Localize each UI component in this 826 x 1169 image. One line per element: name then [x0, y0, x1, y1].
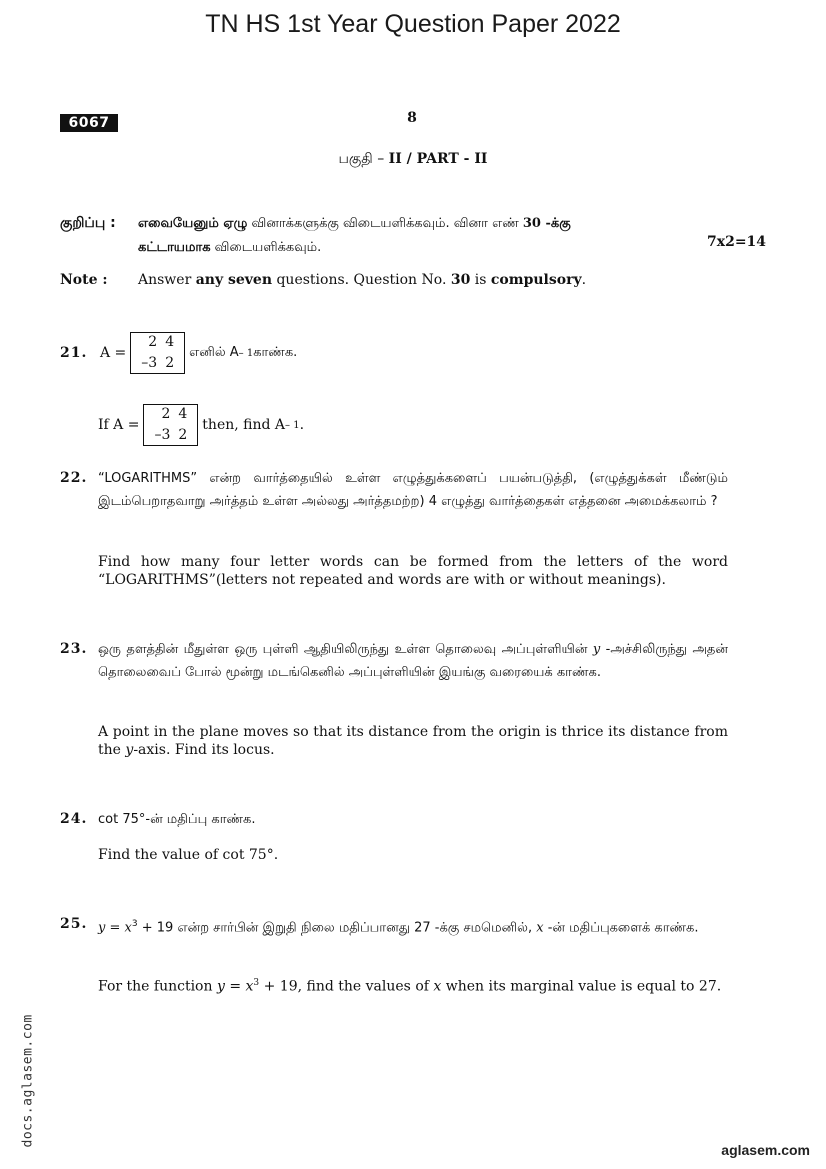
question-21-english — [98, 404, 304, 446]
note-emph-1: any seven — [195, 272, 273, 288]
watermark-right: aglasem.com — [721, 1142, 810, 1158]
question-24-tamil: cot 75°-ன் மதிப்பு காண்க. — [98, 812, 256, 827]
part-title — [0, 151, 826, 169]
question-22-tamil: “LOGARITHMS” என்ற வார்த்தையில் உள்ள எழுத்துக்களைப் பயன்படுத்தி, (எழுத்துக்கள் மீண்டும் இடம்பெறாதவாறு அர்த்தம் உள்ள அல்லது அர்த்தமற்ற) 4 எழுத்து வார்த்தைகள் எத்தனை அமைக்கலாம் ? — [98, 471, 728, 509]
note-part-1: Answer — [138, 272, 196, 288]
matrix-a-tamil — [130, 332, 185, 374]
q21-ta-inverse: – 1 — [238, 347, 254, 359]
watermark-left-text: docs.aglasem.com — [20, 1014, 36, 1148]
q25-en-exponent: 3 — [253, 978, 260, 988]
note-part-3: is — [470, 272, 491, 288]
page-banner-title: TN HS 1st Year Question Paper 2022 — [205, 10, 621, 38]
paper-code-badge: 6067 — [60, 114, 118, 132]
note-part-4: . — [581, 272, 587, 288]
note-part-2: questions. Question No. — [272, 272, 451, 288]
q25-ta-end: -ன் மதிப்புகளைக் காண்க. — [543, 920, 699, 936]
matrix-cell: –3 — [154, 427, 171, 443]
q25-en-var-x: x — [245, 978, 254, 995]
question-24-english: Find the value of cot 75°. — [98, 847, 279, 863]
q21-en-suffix: then, find A — [202, 417, 286, 433]
question-21-tamil — [100, 332, 297, 374]
q23-ta-variable: y — [592, 642, 601, 657]
instruction-label-tamil: குறிப்பு : — [60, 215, 116, 231]
question-22-english: Find how many four letter words can be formed from the letters of the word “LOGARITHMS”(letters not repeated and words are with or without meanings). — [98, 554, 728, 588]
q25-ta-var-x2: x — [536, 920, 544, 936]
q23-en-part-2: -axis. Find its locus. — [133, 742, 275, 758]
q23-ta-part-1: ஒரு தளத்தின் மீதுள்ள ஒரு புள்ளி ஆதியிலிருந்து உள்ள தொலைவு அப்புள்ளியின் — [98, 642, 588, 657]
q21-ta-prefix: A = — [100, 345, 127, 361]
q25-en-part-c: when its marginal value is equal to 27. — [441, 978, 722, 995]
question-number-22: 22. — [60, 470, 88, 486]
instruction-tamil-emph-3: கட்டாயமாக — [138, 240, 211, 255]
matrix-cell: 4 — [165, 334, 175, 350]
q25-ta-exponent: 3 — [131, 919, 138, 929]
q23-en-variable: y — [125, 742, 134, 758]
q23-ta-part-2: -அச்சிலிருந்து அதன் தொலைவைப் போல் மூன்று மடங்கெனில் அப்புள்ளியின் இயங்கு வரையைக் காண்க. — [98, 642, 728, 680]
question-number-21: 21. — [60, 345, 88, 361]
q25-en-equals: = — [224, 978, 246, 995]
q21-en-prefix: If A = — [98, 417, 140, 433]
instruction-tamil-part-1: வினாக்களுக்கு விடையளிக்கவும். வினா எண் — [247, 216, 523, 231]
part-title-english: II / PART - II — [388, 151, 488, 167]
q25-en-var-y: y — [216, 978, 225, 995]
question-number-25: 25. — [60, 916, 88, 932]
q25-en-part-b: + 19, find the values of — [259, 978, 434, 995]
instruction-tamil-emph-2: 30 -க்கு — [522, 216, 571, 231]
page-number: 8 — [407, 110, 417, 126]
q21-en-end: . — [299, 417, 305, 433]
q25-en-part-a: For the function — [98, 978, 217, 995]
matrix-cell: 2 — [148, 334, 158, 350]
instruction-tamil-emph-1: எவையேனும் ஏழு — [138, 216, 248, 231]
q25-ta-var-x: x — [124, 920, 132, 936]
matrix-a-english — [143, 404, 198, 446]
note-emph-2: 30 — [450, 272, 471, 288]
marks-allocation: 7x2=14 — [707, 234, 767, 250]
q21-ta-suffix: எனில் A — [189, 345, 239, 360]
note-emph-3: compulsory — [490, 272, 582, 288]
q21-en-inverse: – 1 — [285, 419, 300, 431]
q21-ta-end: காண்க. — [253, 345, 298, 360]
note-label: Note : — [60, 272, 108, 288]
q25-ta-rest: + 19 என்ற சார்பின் இறுதி நிலை மதிப்பானது 27 -க்கு சமமெனில், — [137, 920, 537, 936]
question-23-tamil — [98, 638, 728, 684]
question-25-tamil — [98, 913, 728, 939]
q23-en-part-1: A point in the plane moves so that its distance from the origin is thrice its distance from the — [98, 724, 728, 758]
q25-ta-equals: = — [105, 920, 125, 936]
matrix-cell: 2 — [178, 427, 188, 443]
matrix-cell: –3 — [141, 355, 158, 371]
q25-en-var-x2: x — [433, 978, 442, 995]
matrix-cell: 4 — [178, 406, 188, 422]
matrix-cell: 2 — [161, 406, 171, 422]
instruction-text-tamil — [138, 212, 728, 260]
watermark-left — [8, 1000, 38, 1160]
question-25-english — [98, 974, 728, 996]
question-number-23: 23. — [60, 641, 88, 657]
matrix-cell: 2 — [165, 355, 175, 371]
part-title-tamil: பகுதி – — [338, 151, 389, 167]
question-23-english — [98, 723, 728, 759]
instruction-tamil-part-2: விடையளிக்கவும். — [210, 240, 322, 255]
note-text — [138, 269, 586, 291]
q25-ta-var-y: y — [98, 920, 106, 936]
question-number-24: 24. — [60, 811, 88, 827]
